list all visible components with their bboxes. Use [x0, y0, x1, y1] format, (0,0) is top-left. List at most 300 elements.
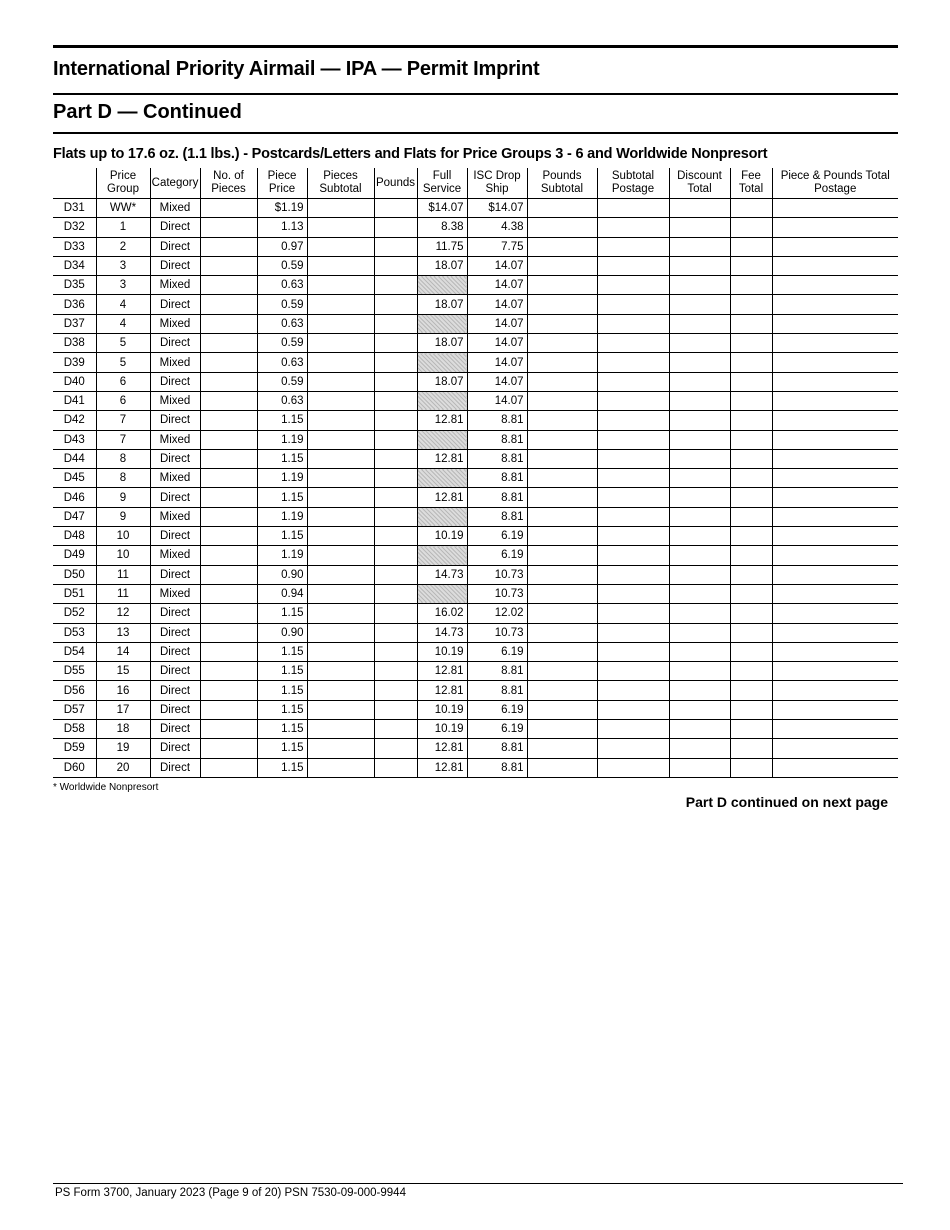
pieces-subtotal-field[interactable]	[307, 507, 374, 526]
pounds-field[interactable]	[374, 527, 417, 546]
subtotal-postage-field[interactable]	[597, 565, 669, 584]
discount-total-field[interactable]	[669, 681, 730, 700]
no-of-pieces-field[interactable]	[200, 739, 257, 758]
pieces-subtotal-field[interactable]	[307, 218, 374, 237]
full-service-shaded-cell	[417, 584, 467, 603]
subtotal-postage-field[interactable]	[597, 256, 669, 275]
discount-total-field[interactable]	[669, 295, 730, 314]
price-group-cell: 3	[96, 276, 150, 295]
subtotal-postage-field[interactable]	[597, 527, 669, 546]
pounds-field[interactable]	[374, 546, 417, 565]
line-number-cell: D44	[53, 449, 96, 468]
fee-total-field[interactable]	[730, 565, 772, 584]
pounds-field[interactable]	[374, 449, 417, 468]
pounds-subtotal-field[interactable]	[527, 449, 597, 468]
pieces-subtotal-field[interactable]	[307, 739, 374, 758]
pounds-field[interactable]	[374, 276, 417, 295]
pounds-subtotal-field[interactable]	[527, 353, 597, 372]
pieces-subtotal-field[interactable]	[307, 295, 374, 314]
price-group-cell: 7	[96, 430, 150, 449]
fee-total-field[interactable]	[730, 430, 772, 449]
price-group-cell: 19	[96, 739, 150, 758]
no-of-pieces-field[interactable]	[200, 565, 257, 584]
pieces-subtotal-field[interactable]	[307, 546, 374, 565]
pounds-subtotal-field[interactable]	[527, 546, 597, 565]
subtotal-postage-field[interactable]	[597, 700, 669, 719]
no-of-pieces-field[interactable]	[200, 276, 257, 295]
total-postage-field[interactable]	[772, 237, 898, 256]
piece-price-cell: 1.19	[257, 469, 307, 488]
line-number-cell: D48	[53, 527, 96, 546]
subtotal-postage-field[interactable]	[597, 295, 669, 314]
category-cell: Direct	[150, 720, 200, 739]
subtotal-postage-field[interactable]	[597, 720, 669, 739]
category-cell: Direct	[150, 218, 200, 237]
no-of-pieces-field[interactable]	[200, 662, 257, 681]
pounds-subtotal-field[interactable]	[527, 488, 597, 507]
discount-total-field[interactable]	[669, 604, 730, 623]
no-of-pieces-field[interactable]	[200, 430, 257, 449]
no-of-pieces-field[interactable]	[200, 546, 257, 565]
fee-total-field[interactable]	[730, 276, 772, 295]
isc-drop-ship-cell: 8.81	[467, 469, 527, 488]
total-postage-field[interactable]	[772, 604, 898, 623]
fee-total-field[interactable]	[730, 604, 772, 623]
pounds-field[interactable]	[374, 256, 417, 275]
col-header-price-group: Price Group	[96, 168, 150, 199]
subtotal-postage-field[interactable]	[597, 623, 669, 642]
total-postage-field[interactable]	[772, 334, 898, 353]
total-postage-field[interactable]	[772, 314, 898, 333]
pieces-subtotal-field[interactable]	[307, 642, 374, 661]
pounds-subtotal-field[interactable]	[527, 758, 597, 777]
pieces-subtotal-field[interactable]	[307, 700, 374, 719]
discount-total-field[interactable]	[669, 546, 730, 565]
pieces-subtotal-field[interactable]	[307, 353, 374, 372]
pieces-subtotal-field[interactable]	[307, 565, 374, 584]
fee-total-field[interactable]	[730, 720, 772, 739]
fee-total-field[interactable]	[730, 199, 772, 218]
pieces-subtotal-field[interactable]	[307, 584, 374, 603]
subtotal-postage-field[interactable]	[597, 739, 669, 758]
pounds-field[interactable]	[374, 334, 417, 353]
subtotal-postage-field[interactable]	[597, 662, 669, 681]
total-postage-field[interactable]	[772, 584, 898, 603]
total-postage-field[interactable]	[772, 662, 898, 681]
pieces-subtotal-field[interactable]	[307, 469, 374, 488]
fee-total-field[interactable]	[730, 623, 772, 642]
pieces-subtotal-field[interactable]	[307, 391, 374, 410]
category-cell: Direct	[150, 488, 200, 507]
pounds-subtotal-field[interactable]	[527, 623, 597, 642]
discount-total-field[interactable]	[669, 642, 730, 661]
discount-total-field[interactable]	[669, 334, 730, 353]
pieces-subtotal-field[interactable]	[307, 276, 374, 295]
pieces-subtotal-field[interactable]	[307, 411, 374, 430]
discount-total-field[interactable]	[669, 584, 730, 603]
no-of-pieces-field[interactable]	[200, 527, 257, 546]
fee-total-field[interactable]	[730, 739, 772, 758]
no-of-pieces-field[interactable]	[200, 584, 257, 603]
total-postage-field[interactable]	[772, 720, 898, 739]
total-postage-field[interactable]	[772, 411, 898, 430]
no-of-pieces-field[interactable]	[200, 199, 257, 218]
no-of-pieces-field[interactable]	[200, 681, 257, 700]
no-of-pieces-field[interactable]	[200, 758, 257, 777]
col-header-fee-total: Fee Total	[730, 168, 772, 199]
total-postage-field[interactable]	[772, 758, 898, 777]
pounds-field[interactable]	[374, 681, 417, 700]
total-postage-field[interactable]	[772, 565, 898, 584]
pounds-subtotal-field[interactable]	[527, 565, 597, 584]
pounds-field[interactable]	[374, 411, 417, 430]
pounds-field[interactable]	[374, 507, 417, 526]
category-cell: Direct	[150, 758, 200, 777]
full-service-cell: 12.81	[417, 758, 467, 777]
total-postage-field[interactable]	[772, 507, 898, 526]
no-of-pieces-field[interactable]	[200, 256, 257, 275]
fee-total-field[interactable]	[730, 662, 772, 681]
discount-total-field[interactable]	[669, 218, 730, 237]
pounds-field[interactable]	[374, 372, 417, 391]
subtotal-postage-field[interactable]	[597, 604, 669, 623]
fee-total-field[interactable]	[730, 295, 772, 314]
discount-total-field[interactable]	[669, 469, 730, 488]
no-of-pieces-field[interactable]	[200, 604, 257, 623]
table-row	[53, 295, 898, 314]
table-row	[53, 681, 898, 700]
pieces-subtotal-field[interactable]	[307, 372, 374, 391]
discount-total-field[interactable]	[669, 488, 730, 507]
piece-price-cell: 0.59	[257, 256, 307, 275]
no-of-pieces-field[interactable]	[200, 334, 257, 353]
total-postage-field[interactable]	[772, 372, 898, 391]
pounds-subtotal-field[interactable]	[527, 507, 597, 526]
line-number-cell: D46	[53, 488, 96, 507]
subtotal-postage-field[interactable]	[597, 353, 669, 372]
fee-total-field[interactable]	[730, 372, 772, 391]
fee-total-field[interactable]	[730, 411, 772, 430]
full-service-shaded-cell	[417, 353, 467, 372]
total-postage-field[interactable]	[772, 218, 898, 237]
subtotal-postage-field[interactable]	[597, 430, 669, 449]
total-postage-field[interactable]	[772, 488, 898, 507]
discount-total-field[interactable]	[669, 391, 730, 410]
pounds-field[interactable]	[374, 739, 417, 758]
pounds-field[interactable]	[374, 720, 417, 739]
pounds-subtotal-field[interactable]	[527, 314, 597, 333]
piece-price-cell: 0.90	[257, 565, 307, 584]
total-postage-field[interactable]	[772, 353, 898, 372]
price-group-cell: 20	[96, 758, 150, 777]
pounds-field[interactable]	[374, 353, 417, 372]
pieces-subtotal-field[interactable]	[307, 430, 374, 449]
total-postage-field[interactable]	[772, 642, 898, 661]
total-postage-field[interactable]	[772, 295, 898, 314]
no-of-pieces-field[interactable]	[200, 449, 257, 468]
pounds-subtotal-field[interactable]	[527, 527, 597, 546]
pounds-subtotal-field[interactable]	[527, 469, 597, 488]
pieces-subtotal-field[interactable]	[307, 334, 374, 353]
pounds-subtotal-field[interactable]	[527, 604, 597, 623]
subtotal-postage-field[interactable]	[597, 584, 669, 603]
total-postage-field[interactable]	[772, 199, 898, 218]
pounds-field[interactable]	[374, 430, 417, 449]
piece-price-cell: 1.15	[257, 449, 307, 468]
subtotal-postage-field[interactable]	[597, 237, 669, 256]
no-of-pieces-field[interactable]	[200, 720, 257, 739]
fee-total-field[interactable]	[730, 584, 772, 603]
fee-total-field[interactable]	[730, 218, 772, 237]
full-service-shaded-cell	[417, 276, 467, 295]
pieces-subtotal-field[interactable]	[307, 237, 374, 256]
subtotal-postage-field[interactable]	[597, 334, 669, 353]
fee-total-field[interactable]	[730, 334, 772, 353]
isc-drop-ship-cell: 6.19	[467, 546, 527, 565]
total-postage-field[interactable]	[772, 623, 898, 642]
no-of-pieces-field[interactable]	[200, 314, 257, 333]
total-postage-field[interactable]	[772, 256, 898, 275]
pounds-field[interactable]	[374, 237, 417, 256]
subtotal-postage-field[interactable]	[597, 411, 669, 430]
line-number-cell: D33	[53, 237, 96, 256]
total-postage-field[interactable]	[772, 449, 898, 468]
fee-total-field[interactable]	[730, 681, 772, 700]
subtotal-postage-field[interactable]	[597, 642, 669, 661]
pounds-field[interactable]	[374, 623, 417, 642]
pieces-subtotal-field[interactable]	[307, 527, 374, 546]
pounds-field[interactable]	[374, 295, 417, 314]
discount-total-field[interactable]	[669, 430, 730, 449]
pounds-subtotal-field[interactable]	[527, 199, 597, 218]
pieces-subtotal-field[interactable]	[307, 720, 374, 739]
pounds-subtotal-field[interactable]	[527, 218, 597, 237]
fee-total-field[interactable]	[730, 256, 772, 275]
no-of-pieces-field[interactable]	[200, 488, 257, 507]
full-service-shaded-cell	[417, 314, 467, 333]
pounds-field[interactable]	[374, 391, 417, 410]
piece-price-cell: 0.59	[257, 372, 307, 391]
pounds-subtotal-field[interactable]	[527, 662, 597, 681]
subtotal-postage-field[interactable]	[597, 199, 669, 218]
discount-total-field[interactable]	[669, 720, 730, 739]
pounds-subtotal-field[interactable]	[527, 411, 597, 430]
isc-drop-ship-cell: 10.73	[467, 565, 527, 584]
pounds-subtotal-field[interactable]	[527, 295, 597, 314]
no-of-pieces-field[interactable]	[200, 642, 257, 661]
pounds-subtotal-field[interactable]	[527, 739, 597, 758]
fee-total-field[interactable]	[730, 488, 772, 507]
fee-total-field[interactable]	[730, 700, 772, 719]
pounds-field[interactable]	[374, 565, 417, 584]
pieces-subtotal-field[interactable]	[307, 256, 374, 275]
full-service-cell: 12.81	[417, 411, 467, 430]
price-group-cell: 14	[96, 642, 150, 661]
pieces-subtotal-field[interactable]	[307, 758, 374, 777]
pounds-field[interactable]	[374, 642, 417, 661]
discount-total-field[interactable]	[669, 372, 730, 391]
category-cell: Mixed	[150, 430, 200, 449]
pounds-field[interactable]	[374, 488, 417, 507]
pounds-subtotal-field[interactable]	[527, 430, 597, 449]
line-number-cell: D43	[53, 430, 96, 449]
discount-total-field[interactable]	[669, 449, 730, 468]
discount-total-field[interactable]	[669, 237, 730, 256]
subtotal-postage-field[interactable]	[597, 314, 669, 333]
pounds-subtotal-field[interactable]	[527, 276, 597, 295]
subtotal-postage-field[interactable]	[597, 681, 669, 700]
pounds-subtotal-field[interactable]	[527, 642, 597, 661]
no-of-pieces-field[interactable]	[200, 218, 257, 237]
discount-total-field[interactable]	[669, 662, 730, 681]
discount-total-field[interactable]	[669, 700, 730, 719]
full-service-cell: 14.73	[417, 623, 467, 642]
fee-total-field[interactable]	[730, 391, 772, 410]
subtotal-postage-field[interactable]	[597, 391, 669, 410]
pounds-field[interactable]	[374, 604, 417, 623]
discount-total-field[interactable]	[669, 758, 730, 777]
line-number-cell: D35	[53, 276, 96, 295]
subtotal-postage-field[interactable]	[597, 372, 669, 391]
discount-total-field[interactable]	[669, 314, 730, 333]
pounds-field[interactable]	[374, 314, 417, 333]
fee-total-field[interactable]	[730, 527, 772, 546]
pieces-subtotal-field[interactable]	[307, 449, 374, 468]
discount-total-field[interactable]	[669, 565, 730, 584]
subtotal-postage-field[interactable]	[597, 546, 669, 565]
total-postage-field[interactable]	[772, 681, 898, 700]
no-of-pieces-field[interactable]	[200, 507, 257, 526]
pounds-field[interactable]	[374, 584, 417, 603]
isc-drop-ship-cell: 8.81	[467, 739, 527, 758]
pieces-subtotal-field[interactable]	[307, 623, 374, 642]
no-of-pieces-field[interactable]	[200, 237, 257, 256]
pounds-field[interactable]	[374, 199, 417, 218]
total-postage-field[interactable]	[772, 391, 898, 410]
total-postage-field[interactable]	[772, 700, 898, 719]
pieces-subtotal-field[interactable]	[307, 314, 374, 333]
pounds-subtotal-field[interactable]	[527, 700, 597, 719]
table-row	[53, 662, 898, 681]
no-of-pieces-field[interactable]	[200, 623, 257, 642]
subtotal-postage-field[interactable]	[597, 488, 669, 507]
subtotal-postage-field[interactable]	[597, 276, 669, 295]
category-cell: Mixed	[150, 276, 200, 295]
no-of-pieces-field[interactable]	[200, 700, 257, 719]
pounds-subtotal-field[interactable]	[527, 391, 597, 410]
category-cell: Direct	[150, 527, 200, 546]
line-number-cell: D49	[53, 546, 96, 565]
line-number-cell: D47	[53, 507, 96, 526]
total-postage-field[interactable]	[772, 469, 898, 488]
subtotal-postage-field[interactable]	[597, 218, 669, 237]
discount-total-field[interactable]	[669, 411, 730, 430]
isc-drop-ship-cell: 6.19	[467, 642, 527, 661]
pounds-subtotal-field[interactable]	[527, 681, 597, 700]
no-of-pieces-field[interactable]	[200, 295, 257, 314]
no-of-pieces-field[interactable]	[200, 411, 257, 430]
discount-total-field[interactable]	[669, 353, 730, 372]
table-row	[53, 642, 898, 661]
discount-total-field[interactable]	[669, 199, 730, 218]
discount-total-field[interactable]	[669, 739, 730, 758]
subtotal-postage-field[interactable]	[597, 507, 669, 526]
category-cell: Direct	[150, 623, 200, 642]
pounds-field[interactable]	[374, 758, 417, 777]
piece-price-cell: 1.19	[257, 507, 307, 526]
category-cell: Direct	[150, 256, 200, 275]
pieces-subtotal-field[interactable]	[307, 604, 374, 623]
col-header-subtotal-postage: Subtotal Postage	[597, 168, 669, 199]
subtotal-postage-field[interactable]	[597, 469, 669, 488]
subtotal-postage-field[interactable]	[597, 449, 669, 468]
total-postage-field[interactable]	[772, 739, 898, 758]
price-group-cell: 8	[96, 469, 150, 488]
no-of-pieces-field[interactable]	[200, 391, 257, 410]
pounds-subtotal-field[interactable]	[527, 584, 597, 603]
pieces-subtotal-field[interactable]	[307, 681, 374, 700]
pieces-subtotal-field[interactable]	[307, 662, 374, 681]
fee-total-field[interactable]	[730, 642, 772, 661]
discount-total-field[interactable]	[669, 507, 730, 526]
subtotal-postage-field[interactable]	[597, 758, 669, 777]
no-of-pieces-field[interactable]	[200, 353, 257, 372]
total-postage-field[interactable]	[772, 546, 898, 565]
discount-total-field[interactable]	[669, 256, 730, 275]
pounds-field[interactable]	[374, 469, 417, 488]
table-row	[53, 237, 898, 256]
pounds-field[interactable]	[374, 700, 417, 719]
price-group-cell: 5	[96, 334, 150, 353]
fee-total-field[interactable]	[730, 449, 772, 468]
full-service-shaded-cell	[417, 507, 467, 526]
pounds-field[interactable]	[374, 662, 417, 681]
piece-price-cell: 1.15	[257, 411, 307, 430]
isc-drop-ship-cell: 8.81	[467, 507, 527, 526]
discount-total-field[interactable]	[669, 527, 730, 546]
price-group-cell: 1	[96, 218, 150, 237]
fee-total-field[interactable]	[730, 353, 772, 372]
total-postage-field[interactable]	[772, 430, 898, 449]
no-of-pieces-field[interactable]	[200, 372, 257, 391]
total-postage-field[interactable]	[772, 527, 898, 546]
pounds-subtotal-field[interactable]	[527, 720, 597, 739]
fee-total-field[interactable]	[730, 237, 772, 256]
fee-total-field[interactable]	[730, 546, 772, 565]
pounds-subtotal-field[interactable]	[527, 372, 597, 391]
pieces-subtotal-field[interactable]	[307, 488, 374, 507]
discount-total-field[interactable]	[669, 276, 730, 295]
fee-total-field[interactable]	[730, 469, 772, 488]
fee-total-field[interactable]	[730, 507, 772, 526]
fee-total-field[interactable]	[730, 758, 772, 777]
category-cell: Mixed	[150, 314, 200, 333]
pieces-subtotal-field[interactable]	[307, 199, 374, 218]
discount-total-field[interactable]	[669, 623, 730, 642]
isc-drop-ship-cell: 12.02	[467, 604, 527, 623]
pounds-field[interactable]	[374, 218, 417, 237]
fee-total-field[interactable]	[730, 314, 772, 333]
pounds-subtotal-field[interactable]	[527, 237, 597, 256]
full-service-shaded-cell	[417, 469, 467, 488]
category-cell: Direct	[150, 295, 200, 314]
total-postage-field[interactable]	[772, 276, 898, 295]
table-row	[53, 334, 898, 353]
pounds-subtotal-field[interactable]	[527, 334, 597, 353]
no-of-pieces-field[interactable]	[200, 469, 257, 488]
pounds-subtotal-field[interactable]	[527, 256, 597, 275]
isc-drop-ship-cell: 8.81	[467, 662, 527, 681]
